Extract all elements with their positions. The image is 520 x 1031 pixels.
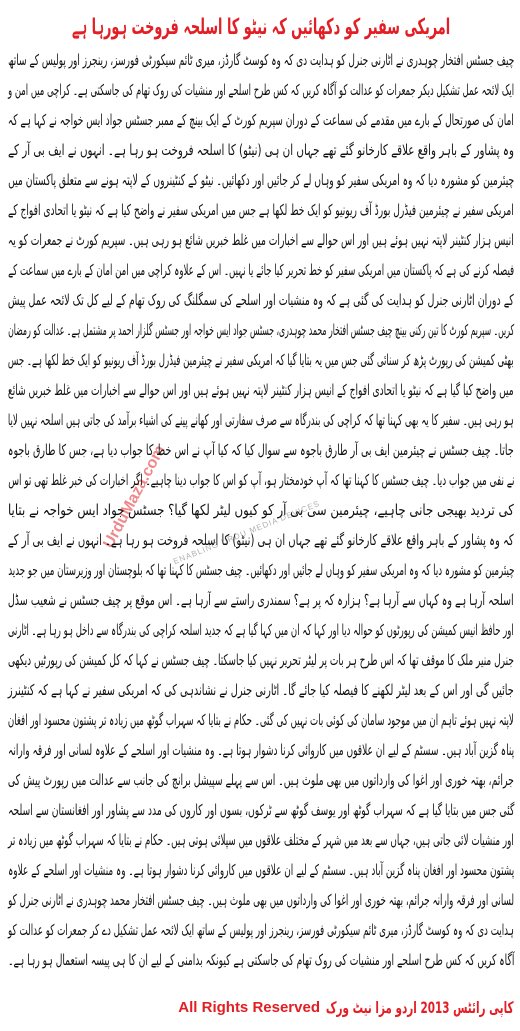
article-line xyxy=(8,825,514,855)
article-line xyxy=(8,555,514,585)
line-text: لاپتہ نہیں ہوئے تاہم ان میں موجود سامان کی کوئی بات نہیں کی گئی۔ حکام نے بتایا کہ سہراب گوٹھ میں زیادہ تر پشتون محسود اور افغان xyxy=(8,711,514,729)
article-line xyxy=(8,45,514,75)
watermark-tagline: ENABLING URDU MEDIA DEVICES xyxy=(172,498,322,567)
line-text: میں واضح کیا گیا ہے کہ نیٹو یا اتحادی افواج کے انیس ہزار کنٹینر لاپتہ نہیں ہوئے ہیں اور اس حوالے سے اخبارات میں غلط خبریں شائع xyxy=(8,381,514,399)
line-text: جرائم، بھتہ خوری اور اغوا کی وارداتوں میں بھی ملوث ہیں۔ اس سے پہلے سپیشل برانچ کی جانب سے عدالت میں رپورٹ پیش کی xyxy=(8,771,514,789)
article-line xyxy=(8,795,514,825)
article-line xyxy=(8,915,514,945)
line-text: ہو رہی ہیں۔ سفیر کا یہ بھی کہنا تھا کہ کراچی کی بندرگاہ سے صرف سفارتی اور کھانے پینے کی اشیاء برآمد کی جاتی ہیں اسلحہ نہیں لایا xyxy=(8,411,514,429)
line-text: جاتا۔ چیف جسٹس نے چیئرمین ایف بی آر طارق باجوہ سے سوال کیا کہ کیا آپ نے اس خط کا جواب دیا ہے، جس کا طارق باجوہ xyxy=(8,441,514,459)
line-text: چیف جسٹس افتخار چوہدری نے اٹارنی جنرل کو ہدایت دی کہ وہ کوسٹ گارڈز، میری ٹائم سیکورٹی فورسز، رینجرز اور پولیس کے ساتھ xyxy=(7,51,514,69)
article-line xyxy=(8,315,514,345)
article-line xyxy=(8,765,514,795)
article-line xyxy=(8,735,514,765)
line-text: چیئرمین کو مشورہ دیا کہ وہ امریکی سفیر کو وہاں لے جائیں اور دکھائیں۔ چیف جسٹس کا کہنا تھا کہ بلوچستان اور وزیرستان میں جو جدید xyxy=(7,561,514,579)
line-text: کہ وہ پشاور کے باہر واقع علاقے کارخانو گئے تھے جہاں ان ہی (نیٹو) کا اسلحہ فروخت ہو رہا ہے۔ انہوں نے ایف بی آر کے xyxy=(8,531,514,549)
line-text: ایک لائحہ عمل تشکیل دیکر جمعرات کو عدالت کو آگاہ کریں کہ کس طرح اسلحے اور منشیات کی روک تھام کی جاسکتی ہے۔ کراچی میں امن و xyxy=(7,81,514,99)
line-text: لسانی اور فرقہ وارانہ جرائم، بھتہ خوری اور اغوا کی وارداتوں میں بھی ملوث ہیں۔ چیف جسٹس افتخار محمد چوہدری نے اٹارنی جنرل کو xyxy=(8,891,514,909)
line-text: کے دوران اٹارنی جنرل کو ہدایت کی گئی ہے کہ وہ منشیات اور اسلحے کی سمگلنگ کی روک تھام کے لیے کل تک لائحہ عمل پیش xyxy=(8,291,514,309)
line-text: فیصلہ کرنے کی ہے کہ پاکستان میں امریکی سفیر کو خط تحریر کیا جائے یا نہیں۔ اس کے علاوہ کراچی میں امن امان کے بارے میں سماعت کے xyxy=(7,261,514,279)
rights-reserved-text: All Rights Reserved xyxy=(178,999,320,1016)
article-line xyxy=(8,375,514,405)
article-line xyxy=(8,285,514,315)
article-line xyxy=(8,495,514,525)
line-text: پناہ گزین آباد ہیں۔ سسٹم کے لیے ان علاقوں میں کاروائی کرنا دشوار ہوتا ہے۔ وہ منشیات اور اسلحے کے علاوہ لسانی اور فرقہ وارانہ xyxy=(7,741,514,759)
article-line xyxy=(8,105,514,135)
article-line xyxy=(8,135,514,165)
headline-text: امریکی سفیر کو دکھائیں کہ نیٹو کا اسلحہ فروخت ہورہا ہے xyxy=(71,15,451,40)
article-line xyxy=(8,885,514,915)
article-line xyxy=(8,465,514,495)
article-line xyxy=(8,345,514,375)
line-text: ہدایت دی کہ وہ کوسٹ گارڈز، میری ٹائم سیکورٹی فورسز، رینجرز اور پولیس کے ساتھ ایک لائحہ عمل تشکیل دے کر جمعرات کو عدالت کو xyxy=(8,921,514,939)
line-text: کی تردید بھیجی جانی چاہیے، چیئرمین سی بی آر کو کیوں لیٹر لکھا گیا؟ جسٹس جواد ایس خواجہ نے بتایا xyxy=(8,501,514,519)
line-text: چیئرمین کو مشورہ دیا کہ وہ امریکی سفیر کو وہاں لے کر جائیں اور دکھائیں۔ نیٹو کے کنٹینروں کے لاپتہ ہونے سے متعلق پاکستان میں xyxy=(7,171,514,189)
copyright-notice xyxy=(326,994,514,1022)
article-headline xyxy=(72,8,450,48)
article-line xyxy=(8,855,514,885)
line-text: جنرل منیر ملک کا موقف تھا کہ اس طرح ہر بات پر لیٹر تحریر نہیں کیا جاسکتا۔ چیف جسٹس نے کہا کہ کل کمیشن کی رپورٹیں دیکھی xyxy=(8,651,514,669)
line-text: نے نفی میں جواب دیا۔ چیف جسٹس کا کہنا تھا کہ آپ خودمختار ہو، آپ کو اس کا جواب دینا چاہیے۔ اگر اخبارات کی خبر غلط تھی تو اس xyxy=(7,471,514,489)
line-text: کریں۔ سپریم کورٹ کا تین رکنی بینچ چیف جسٹس افتخار محمد چوہدری، جسٹس جواد ایس خواجہ اور جسٹس گلزار احمد پر مشتمل ہے۔ عدالت کو رمضان xyxy=(7,321,514,339)
line-text: اسلحہ آرہا ہے وہ کہاں سے آرہا ہے؟ ہزارہ کہ پر ہے؟ سمندری راستے سے آرہا ہے۔ اس موقع پر چیف جسٹس نے شعیب سڈل xyxy=(8,591,514,609)
article-line xyxy=(8,165,514,195)
line-text: گئی جس میں بتایا گیا ہے کہ سہراب گوٹھ اور یوسف گوٹھ سے ٹرکوں، بسوں اور کاروں کی مدد سے پشاور اور افغانستان سے اسلحہ xyxy=(7,801,514,819)
copyright-notice-text: کاپی رائٹس 2013 اردو مزا نیٹ ورک xyxy=(326,998,514,1017)
line-text: پشتون محسود اور افغان پناہ گزین آباد ہیں۔ سسٹم کے لیے ان علاقوں میں کاروائی کرنا دشوار ہوتا ہے۔ وہ منشیات اور اسلحے کے علاوہ xyxy=(7,861,514,879)
article-line xyxy=(8,225,514,255)
article-line xyxy=(8,435,514,465)
line-text: امریکی سفیر نے چیئرمین فیڈرل بورڈ آف ریونیو کو ایک خط لکھا ہے جس میں امریکی سفیر نے واضح کیا ہے کہ نیٹو یا اتحادی افواج کے xyxy=(8,201,514,219)
line-text: اور منشیات لائی جاتی ہیں، جہاں سے بعد میں شہر کے مختلف علاقوں میں سپلائی ہوتی ہیں۔ حکام نے بتایا کہ سہراب گوٹھ میں زیادہ تر xyxy=(8,831,514,849)
article-line xyxy=(8,705,514,735)
article-line xyxy=(8,405,514,435)
line-text: اور حافظ انیس کمیشن کی رپورٹوں کو حوالہ دیا اور کہا کہ ان میں کہا گیا ہے کہ جدید اسلحہ کراچی کی بندرگاہ سے داخل ہو رہا ہے۔ اٹارنی xyxy=(8,621,514,639)
line-text: جائیں گی اور اس کے بعد لیٹر لکھنے کا فیصلہ کیا جائے گا۔ اٹارنی جنرل نے نشاندہی کی کہ امریکی سفیر نے کہا ہے کہ کنٹینرز xyxy=(8,681,514,699)
article-line-last xyxy=(8,945,514,975)
watermark-site: UrduMaza.com xyxy=(100,442,169,551)
article-line xyxy=(8,615,514,645)
article-line xyxy=(8,525,514,555)
line-text: وہ پشاور کے باہر واقع علاقے کارخانو گئے تھے جہاں ان ہی (نیٹو) کا اسلحہ فروخت ہو رہا ہے۔ انہوں نے ایف بی آر کے xyxy=(8,141,514,159)
line-text: آگاہ کریں کہ کس طرح اسلحے اور منشیات کی روک تھام کی جاسکتی ہے کیونکہ بدامنی کے لیے ان کا ہی پیسہ استعمال ہو رہا ہے۔ xyxy=(7,951,514,969)
article-body xyxy=(8,45,514,975)
article-line xyxy=(8,75,514,105)
article-line xyxy=(8,195,514,225)
line-text: امان کی صورتحال کے بارے میں مقدمے کی سماعت کے دوران سپریم کورٹ کے ایک بینچ کے ممبر جسٹس جواد ایس خواجہ نے کہا ہے کہ xyxy=(8,111,514,129)
article-line xyxy=(8,675,514,705)
article-line xyxy=(8,585,514,615)
article-line xyxy=(8,645,514,675)
article-line xyxy=(8,255,514,285)
line-text: انیس ہزار کنٹینر لاپتہ نہیں ہوئے ہیں اور اس حوالے سے اخبارات میں غلط خبریں شائع ہو رہی ہیں۔ سپریم کورٹ نے جمعرات کو یہ xyxy=(8,231,514,249)
line-text: بھٹی کمیشن کی رپورٹ پڑھ کر سنائی گئی جس میں یہ بتایا گیا کہ امریکی سفیر نے چیئرمین فیڈرل بورڈ آف ریونیو کو ایک خط لکھا ہے۔ جس xyxy=(8,351,514,369)
